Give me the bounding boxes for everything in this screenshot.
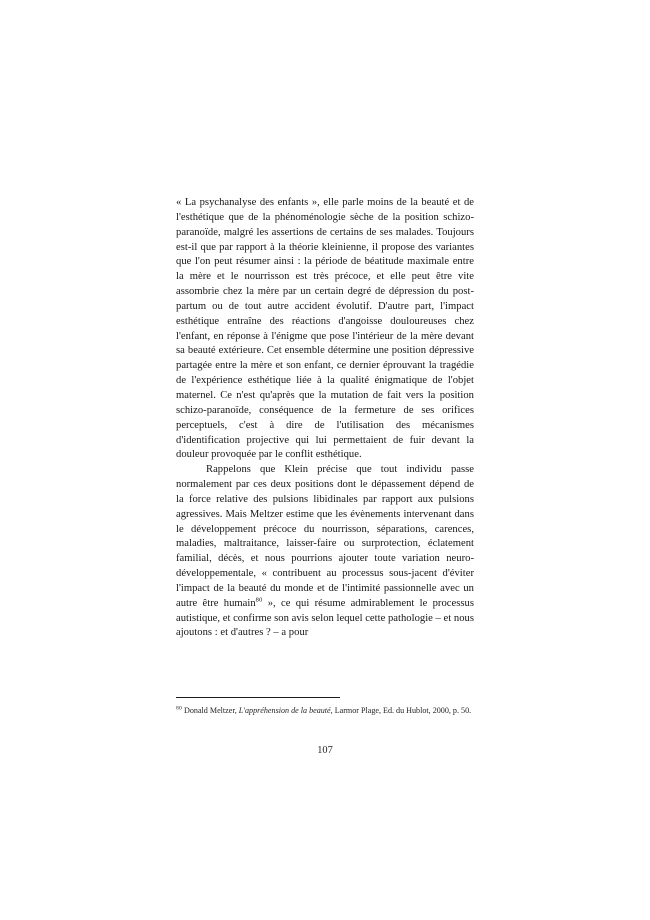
- footnote-separator-rule: [176, 697, 340, 698]
- footnote-entry: [176, 705, 474, 716]
- footnote-reference-marker[interactable]: 80: [255, 596, 263, 604]
- footnote-area: [176, 697, 474, 716]
- body-paragraph-1: « La psychanalyse des enfants », elle parle moins de la beauté et de l'esthétique que de la phénoménologie sèche de la position schizo-paranoïde, malgré les assertions de certains de ses malades. Toujours est-il que par rapport à la théorie kleinienne, il propose des variantes que l'on peut résumer ainsi : la période de béatitude maximale entre la mère et le nourrisson est très précoce, et elle peut être vite assombrie chez la mère par un certain degré de dépression du post-partum ou de tout autre accident évolutif. D'autre part, l'impact esthétique entraîne des réactions d'angoisse douloureuses chez l'enfant, en réponse à l'énigme que pose l'intérieur de la mère devant sa beauté extérieure. Cet ensemble détermine une position dépressive partagée entre la mère et son enfant, ce dernier éprouvant la tragédie de l'expérience esthétique liée à la qualité énigmatique de l'objet maternel. Ce n'est qu'après que la mutation de fait vers la position schizo-paranoïde, conséquence de la fermeture de ses orifices perceptuels, c'est à dire de l'utilisation des mécanismes d'identification projective qui lui permettaient de fuir devant la douleur provoquée par le conflit esthétique.: [176, 197, 474, 461]
- body-paragraph-2: [176, 463, 474, 641]
- paragraph-2-text-before-footnote-ref: Rappelons que Klein précise que tout individu passe normalement par ces deux positions dont le dépassement dépend de la force relative des pulsions libidinales par rapport aux pulsions agressives. Mais Meltzer estime que les évènements intervenant dans le développement précoce du nourrisson, séparations, carences, maladies, maltraitance, laisser-faire ou surprotection, éclatement familial, décès, et nous pourrions ajouter toute variation neuro-développementale, « contribuent au processus sous-jacent d'éviter l'impact de la beauté du monde et de l'intimité passionnelle avec un autre être humain: [176, 464, 474, 609]
- paragraph-2-text-after-footnote-ref: », ce qui résume admirablement le processus autistique, et confirme son avis selon lequel cette pathologie – et nous ajoutons : et d'autres ? – a pour: [176, 597, 474, 639]
- footnote-author: Donald Meltzer,: [182, 706, 239, 715]
- footnote-publication-details: , Larmor Plage, Ed. du Hublot, 2000, p. 50.: [330, 706, 472, 715]
- body-text-block: [176, 196, 474, 641]
- footnote-number: 80: [176, 705, 182, 712]
- footnote-work-title: L'appréhension de la beauté: [238, 706, 331, 715]
- page-number: 107: [317, 745, 333, 756]
